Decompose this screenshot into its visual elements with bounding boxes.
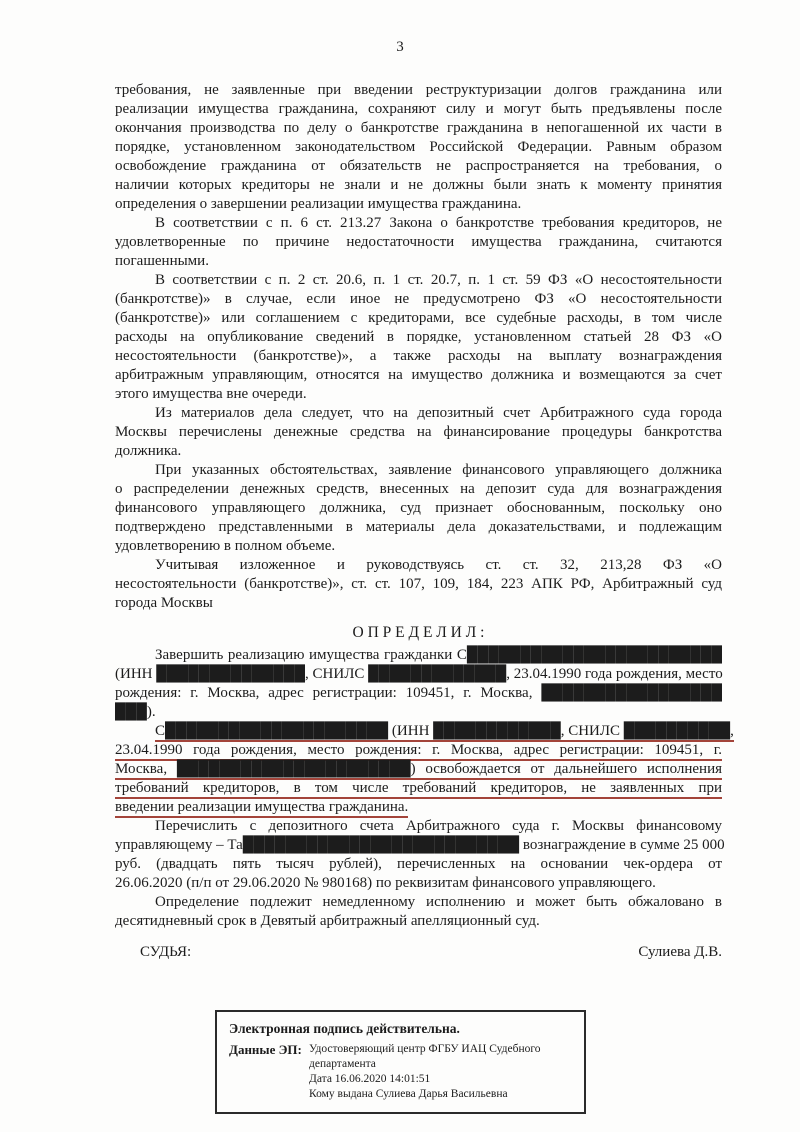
text-line: Учитывая изложенное и руководствуясь ст. ст. 32, 213,28 ФЗ «О [155, 557, 722, 573]
stamp-title: Электронная подпись действительна. [229, 1021, 460, 1036]
text-line-red-underlined [115, 760, 722, 779]
text-line: В соответствии с п. 2 ст. 20.6, п. 1 ст. 20.7, п. 1 ст. 59 ФЗ «О несостоятельности [155, 272, 722, 288]
text-line: погашенными. [115, 253, 209, 269]
text-line: Из материалов дела следует, что на депозитный счет Арбитражного суда города [155, 405, 722, 421]
text-line: несостоятельности (банкротстве)», ст. ст. 107, 109, 184, 223 АПК РФ, Арбитражный суд [115, 576, 722, 592]
ruling-paragraph [115, 893, 722, 931]
text-line: Перечислить с депозитного счета Арбитражного суда г. Москвы финансовому [155, 818, 722, 834]
text-line: освобождение гражданина от обязательств не распространяется на требования, о [115, 158, 722, 174]
text-line: ███). [115, 704, 156, 720]
text-line: требования, не заявленные при введении реструктуризации долгов гражданина или [115, 82, 722, 98]
body-paragraph [115, 81, 722, 214]
text-line: удовлетворению в полном объеме. [115, 538, 336, 554]
red-underline: требований кредиторов, в том числе требований кредиторов, не заявленных при [115, 780, 722, 799]
ruling-heading: О П Р Е Д Е Л И Л : [352, 624, 485, 641]
text-line: подтверждено представленными в материалы дела доказательствами, и подлежащим [115, 519, 722, 535]
text-line: несостоятельности (банкротстве)», а также расходы на выплату вознаграждения [115, 348, 722, 364]
text-line: 26.06.2020 (п/п от 29.06.2020 № 980168) по реквизитам финансового управляющего. [115, 875, 656, 891]
text-line: департамента [309, 1058, 376, 1070]
red-underline: введении реализации имущества гражданина. [115, 799, 408, 818]
text-line: реализации имущества гражданина, сохраняют силу и могут быть предъявлены после [115, 101, 722, 117]
text-line: порядке, установленном законодательством Российской Федерации. Равным образом [115, 139, 722, 155]
text-line: удовлетворенные по причине недостаточности имущества гражданина, считаются [115, 234, 722, 250]
text-line: рождения: г. Москва, адрес регистрации: 109451, г. Москва, █████████████████ [115, 685, 722, 701]
text-line: определения о завершении реализации имущества гражданина. [115, 196, 522, 212]
text-line: управляющему – Та██████████████████████████ вознаграждение в сумме 25 000 [115, 837, 725, 853]
text-line: этого имущества вне очереди. [115, 386, 307, 402]
text-line: должника. [115, 443, 182, 459]
text-line: арбитражным управляющим, относятся на имущество должника и возмещаются за счет [115, 367, 722, 383]
text-line: В соответствии с п. 6 ст. 213.27 Закона о банкротстве требования кредиторов, не [155, 215, 722, 231]
text-line-red-underlined [115, 779, 722, 798]
ruling-paragraph [115, 817, 725, 893]
judge-label: СУДЬЯ: [140, 944, 192, 960]
text-line: Кому выдана Сулиева Дарья Васильевна [309, 1088, 508, 1100]
stamp-label: Данные ЭП: [229, 1042, 302, 1057]
text-line: Удостоверяющий центр ФГБУ ИАЦ Судебного [309, 1043, 541, 1055]
text-line-red-underlined [115, 798, 722, 817]
red-underline: Москва, ██████████████████████) освобождается от дальнейшего исполнения [115, 761, 722, 780]
document-body [115, 81, 722, 613]
text-line-red-underlined [115, 722, 734, 741]
text-line-red-underlined [115, 741, 722, 760]
judge-name: Сулиева Д.В. [638, 944, 722, 960]
text-line: десятидневный срок в Девятый арбитражный апелляционный суд. [115, 913, 540, 929]
electronic-signature-stamp [215, 1010, 586, 1114]
red-underline: С█████████████████████ (ИНН ████████████, СНИЛС ██████████, [155, 723, 734, 742]
body-paragraph [115, 461, 722, 556]
ruling-paragraph [115, 646, 722, 722]
judge-signature-row [115, 943, 722, 962]
stamp-details [309, 1042, 541, 1102]
text-line: Определение подлежит немедленному исполнению и может быть обжаловано в [155, 894, 722, 910]
ruling-section [115, 646, 734, 931]
text-line: наличии которых кредиторы не знали и не должны были знать к моменту принятия [115, 177, 722, 193]
text-line: руб. (двадцать пять тысяч рублей), перечисленных на основании чек-ордера от [115, 856, 722, 872]
ruling-paragraph-red-underlined [115, 722, 734, 817]
text-line: финансового управляющего должника, суд признает обоснованным, поскольку оно [115, 500, 722, 516]
body-paragraph [115, 404, 722, 461]
text-line: о распределении денежных средств, внесенных на депозит суда для вознаграждения [115, 481, 722, 497]
text-line: Москвы перечислены денежные средства на финансирование процедуры банкротства [115, 424, 722, 440]
text-line: (ИНН ██████████████, СНИЛС █████████████, 23.04.1990 года рождения, место [115, 666, 723, 682]
text-line: расходы на опубликование сведений в порядке, установленном статьей 28 ФЗ «О [115, 329, 722, 345]
document-content [115, 81, 734, 1114]
body-paragraph [115, 556, 722, 613]
text-line: (банкротстве)» или соглашением с кредиторами, все судебные расходы, в том числе [115, 310, 722, 326]
red-underline: 23.04.1990 года рождения, место рождения: г. Москва, адрес регистрации: 109451, г. [115, 742, 722, 761]
body-paragraph [115, 271, 722, 404]
text-line: Дата 16.06.2020 14:01:51 [309, 1073, 431, 1085]
text-line: При указанных обстоятельствах, заявление финансового управляющего должника [155, 462, 722, 478]
page-number: 3 [396, 39, 404, 55]
body-paragraph [115, 214, 722, 271]
stamp-details-row [229, 1042, 576, 1102]
text-line: города Москвы [115, 595, 213, 611]
text-line: окончания производства по делу о банкротстве гражданина в непогашенной их части в [115, 120, 722, 136]
text-line: (банкротстве)» в случае, если иное не предусмотрено ФЗ «О несостоятельности [115, 291, 722, 307]
text-line: Завершить реализацию имущества гражданки С████████████████████████ [155, 647, 722, 663]
